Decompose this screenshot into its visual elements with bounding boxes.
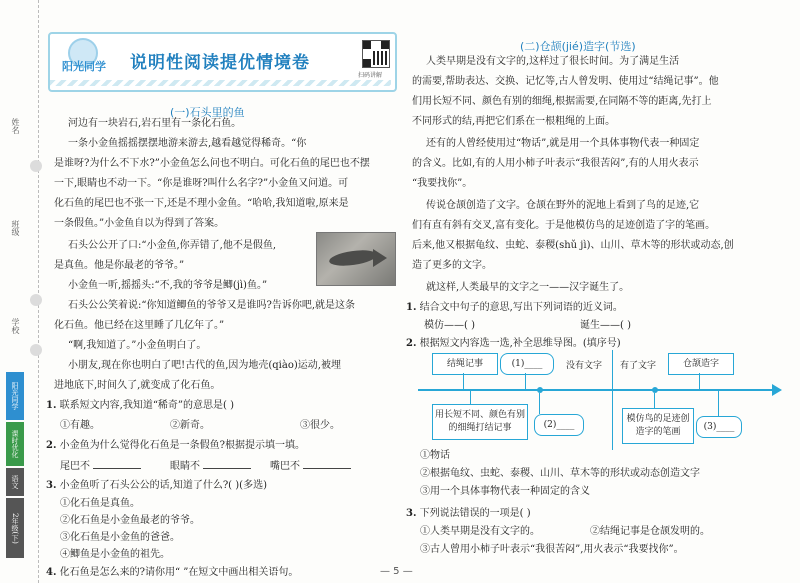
option[interactable]: ③化石鱼是小金鱼的爸爸。	[60, 532, 180, 543]
qr-code-icon[interactable]	[362, 40, 390, 68]
connector	[539, 393, 540, 414]
no-writing-label: 没有文字	[566, 361, 603, 371]
fill-label: 尾巴不	[60, 461, 90, 472]
paragraph-line: 小朋友,现在你也明白了吧!古代的鱼,因为地壳(qiào)运动,被埋	[68, 360, 341, 371]
paragraph-line: 一条假鱼。”小金鱼自以为得到了答案。	[54, 218, 225, 229]
question-1-left	[46, 398, 234, 414]
brand-segment: 语文	[6, 468, 24, 496]
question-number: 2.	[46, 440, 57, 451]
section-title-left: (一)石头里的鱼	[170, 106, 245, 119]
fill-item	[270, 458, 351, 475]
option[interactable]: ①化石鱼是真鱼。	[60, 498, 140, 509]
connector	[463, 373, 464, 389]
school-label: 学校	[11, 318, 20, 334]
paragraph-line: 就这样,人类最早的文字之一——汉字诞生了。	[426, 282, 630, 293]
page-title: 说明性阅读提优情境卷	[130, 53, 310, 73]
synonym-blank[interactable]: 诞生——( )	[580, 320, 631, 331]
question-number: 3.	[46, 480, 57, 491]
answer-blank[interactable]	[303, 458, 351, 469]
question-number: 3.	[406, 508, 417, 519]
paragraph-line: 进地底下,时间久了,就变成了化石鱼。	[54, 380, 221, 391]
paragraph-line: 石头公公笑着说:“你知道鲫鱼的爷爷又是谁吗?告诉你吧,就是这条	[68, 300, 356, 311]
answer-blank[interactable]	[203, 458, 251, 469]
has-writing-label: 有了文字	[620, 361, 657, 371]
question-text: 小金鱼听了石头公公的话,知道了什么?( )(多选)	[59, 480, 267, 491]
paragraph-line: 还有的人曾经使用过“物话”,就是用一个具体事物代表一种固定	[426, 138, 700, 149]
connector	[718, 391, 719, 416]
question-number: 1.	[406, 302, 417, 313]
brand-segment: 课时优化	[6, 422, 24, 466]
fill-item	[170, 458, 251, 475]
arrow-right-icon	[772, 384, 782, 396]
punch-hole-icon	[30, 294, 42, 306]
question-text: 联系短文内容,我知道“稀奇”的意思是( )	[59, 400, 235, 411]
question-text: 化石鱼是怎么来的?请你用“ ”在短文中画出相关语句。	[59, 567, 299, 578]
paragraph-line: 造了更多的文字。	[412, 260, 492, 271]
synonym-blank[interactable]: 模仿——( )	[424, 320, 475, 331]
question-text: 小金鱼为什么觉得化石鱼是一条假鱼?根据提示填一填。	[59, 440, 306, 451]
paragraph-line: 的含义。比如,有的人用小柿子叶表示“我很苦闷”,有的人用火表示	[412, 158, 699, 169]
paragraph-line: 河边有一块岩石,岩石里有一条化石鱼。	[68, 118, 242, 129]
option: ①物话	[420, 450, 450, 461]
brand-segment: 2年级(下)	[6, 498, 24, 558]
option: ②根据龟纹、虫蛇、泰稷、山川、草木等的形状或动态创造文字	[420, 468, 700, 479]
fill-label: 嘴巴不	[270, 461, 300, 472]
class-label: 班级	[11, 220, 20, 236]
paragraph-line: 们用长短不同、颜色有别的细绳,根据需要,在同隔不等的距离,先打上	[412, 96, 712, 107]
option[interactable]: ④鲫鱼是小金鱼的祖先。	[60, 549, 170, 560]
fish-icon	[328, 248, 377, 269]
connector	[525, 373, 526, 389]
option[interactable]: ③古人曾用小柿子叶表示“我很苦闷”,用火表示“我要找你”。	[420, 544, 684, 555]
qr-label: 扫码讲解	[358, 72, 383, 79]
section-title-right: (二)仓颉(jié)造字(节选)	[520, 40, 636, 53]
answer-blank[interactable]	[93, 458, 141, 469]
question-text: 下列说法错误的一项是( )	[419, 508, 531, 519]
fossil-fish-image	[316, 232, 396, 286]
map-box-cangjie: 仓颉造字	[668, 353, 734, 375]
paragraph-line: 们有直有斜有交叉,富有变化。于是他模仿鸟的足迹创造了字的笔画。	[412, 220, 716, 231]
paragraph-line: 一条小金鱼摇摇摆摆地游来游去,越看越觉得稀奇。“你	[68, 138, 307, 149]
map-box-blank-2[interactable]: (2)____	[534, 414, 584, 436]
question-text: 根据短文内容选一选,补全思维导图。(填序号)	[419, 338, 621, 349]
connector	[654, 393, 655, 408]
paragraph-line: 化石鱼。他已经在这里睡了几亿年了。”	[54, 320, 225, 331]
question-number: 1.	[46, 400, 57, 411]
paragraph-line: 传说仓颉创造了文字。仓颉在野外的泥地上看到了鸟的足迹,它	[426, 200, 700, 211]
timeline-node	[537, 387, 543, 393]
map-desc-knot: 用长短不同、颜色有别的细绳打结记事	[432, 404, 528, 440]
logo-text: 阳光同学	[62, 60, 106, 73]
paragraph-line: “啊,我知道了。”小金鱼明白了。	[68, 340, 207, 351]
paragraph-line: 化石鱼的尾巴也不张一下,还是不理小金鱼。“哈哈,我知道啦,原来是	[54, 198, 349, 209]
brand-strip	[6, 372, 24, 562]
map-box-blank-3[interactable]: (3)____	[696, 416, 742, 438]
option: ③用一个具体事物代表一种固定的含义	[420, 486, 590, 497]
option[interactable]: ①人类早期是没有文字的。	[420, 526, 540, 537]
paragraph-line: 是谁呀?为什么不下水?”小金鱼怎么问也不明白。可化石鱼的尾巴也不摆	[54, 158, 370, 169]
question-3-right	[406, 506, 531, 522]
page-number: — 5 —	[380, 566, 413, 577]
fill-label: 眼睛不	[170, 461, 200, 472]
map-box-knot: 结绳记事	[432, 353, 498, 375]
paragraph-line: 是真鱼。他是你最老的爷爷。”	[54, 260, 185, 271]
map-desc-cangjie: 模仿鸟的足迹创造字的笔画	[622, 408, 694, 444]
fish-tail-shape	[373, 249, 387, 267]
paragraph-line: 一下,眼睛也不动一下。“你是谁呀?叫什么名字?”小金鱼又问道。可	[54, 178, 349, 189]
punch-hole-icon	[30, 160, 42, 172]
question-3-left	[46, 478, 267, 494]
timeline-arrow-line	[418, 389, 778, 391]
connector	[470, 391, 471, 404]
paragraph-line: 不同形式的结,再把它们系在一根粗绳的上面。	[412, 116, 616, 127]
divider-line	[612, 350, 613, 450]
banner-stripe	[50, 80, 391, 86]
binding-margin	[0, 0, 39, 583]
paragraph-line: 的需要,帮助表达、交换、记忆等,古人曾发明、使用过“结绳记事”。他	[412, 76, 719, 87]
name-label: 姓名	[11, 118, 20, 134]
question-text: 结合文中句子的意思,写出下列词语的近义词。	[419, 302, 623, 313]
option[interactable]: ②新奇。	[170, 420, 210, 431]
option[interactable]: ②化石鱼是小金鱼最老的爷爷。	[60, 515, 200, 526]
paragraph-line: “我要找你”。	[412, 178, 473, 189]
brand-logo	[56, 38, 110, 78]
question-number: 4.	[46, 567, 57, 578]
option[interactable]: ①有趣。	[60, 420, 100, 431]
paragraph-line: 后来,他又根据龟纹、虫蛇、泰稷(shǔ jì)、山川、草木等的形状或动态,创	[412, 240, 734, 251]
map-box-blank-1[interactable]: (1)____	[500, 353, 554, 375]
timeline-node	[652, 387, 658, 393]
brand-segment: 阳光同学	[6, 372, 24, 420]
connector	[699, 373, 700, 389]
paragraph-line: 石头公公开了口:“小金鱼,你弄错了,他不是假鱼,	[68, 240, 277, 251]
question-2-right	[406, 336, 621, 352]
option[interactable]: ②结绳记事是仓颉发明的。	[590, 526, 710, 537]
fill-item	[60, 458, 141, 475]
paragraph-line: 人类早期是没有文字的,这样过了很长时间。为了满足生活	[426, 56, 680, 67]
question-1-right	[406, 300, 623, 316]
question-number: 2.	[406, 338, 417, 349]
option[interactable]: ③很少。	[300, 420, 340, 431]
question-4-left	[46, 565, 298, 581]
question-2-left	[46, 438, 305, 454]
paragraph-line: 小金鱼一听,摇摇头:“不,我的爷爷是鲫(jì)鱼。”	[68, 280, 268, 291]
punch-hole-icon	[30, 344, 42, 356]
